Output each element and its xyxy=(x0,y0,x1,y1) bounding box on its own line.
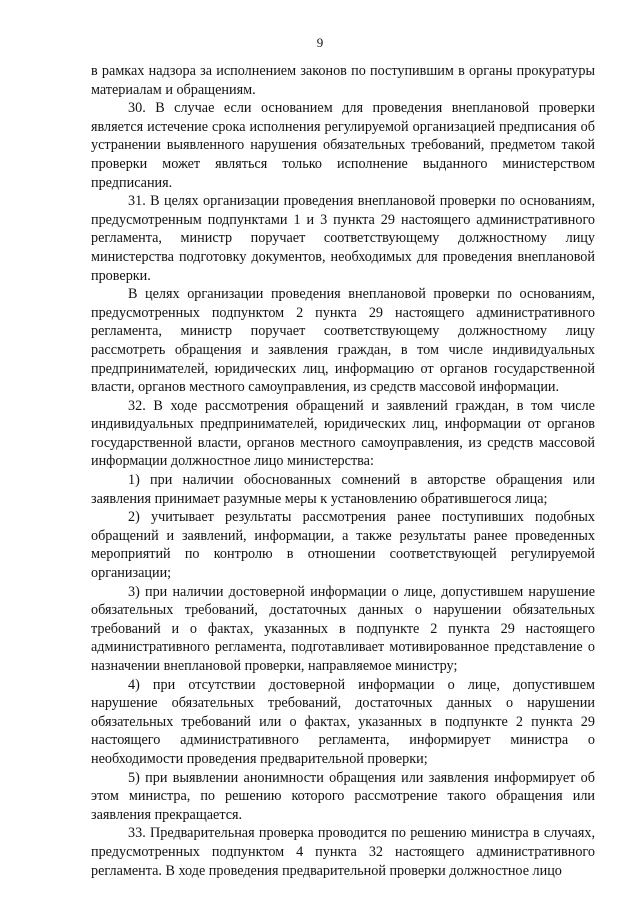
paragraph-31: 31. В целях организации проведения внеплановой проверки по основаниям, предусмотренным подпунктами 1 и 3 пункта 29 настоящего административного регламента, министр поручает соответствующему должностному лицу министерства подготовку документов, необходимых для проведения внеплановой проверки. xyxy=(91,193,595,284)
paragraph-32-item-4: 4) при отсутствии достоверной информации о лице, допустившем нарушение обязательных требований, достаточных данных о нарушении обязательных требований или о фактах, указанных в подпункте 2 пункта 29 настоящего административного регламента, информирует министра о необходимости проведения предварительной проверки; xyxy=(91,676,595,767)
paragraph-32-item-2: 2) учитывает результаты рассмотрения ранее поступивших подобных обращений и заявлений, информации, а также результаты ранее проведенных мероприятий по контролю в отношении соответствующей регулируемой организации; xyxy=(91,509,595,582)
paragraph-32-item-1: 1) при наличии обоснованных сомнений в авторстве обращения или заявления принимает разумные меры к установлению обратившегося лица; xyxy=(91,472,595,507)
document-body xyxy=(91,62,595,880)
paragraph-32-item-3: 3) при наличии достоверной информации о лице, допустившем нарушение обязательных требований, достаточных данных о нарушении обязательных требований и о фактах, указанных в подпункте 2 пункта 29 настоящего административного регламента, подготавливает мотивированное представление о назначении внеплановой проверки, направляемое министру; xyxy=(91,583,595,674)
paragraph-continuation: в рамках надзора за исполнением законов по поступившим в органы прокуратуры материалам и обращениям. xyxy=(91,63,595,98)
paragraph-32: 32. В ходе рассмотрения обращений и заявлений граждан, в том числе индивидуальных предпринимателей, юридических лиц, информации от органов государственной власти, органов местного самоуправления, из средств массовой информации должностное лицо министерства: xyxy=(91,397,595,470)
paragraph-30: 30. В случае если основанием для проведения внеплановой проверки является истечение срока исполнения регулируемой организацией предписания об устранении выявленного нарушения обязательных требований, предметом такой проверки может являться только исполнение выданного министерством предписания. xyxy=(91,100,595,191)
paragraph-31-second: В целях организации проведения внеплановой проверки по основаниям, предусмотренных подпунктом 2 пункта 29 настоящего административного регламента, министр поручает соответствующему должностному лицу рассмотреть обращения и заявления граждан, в том числе индивидуальных предпринимателей, юридических лиц, информацию от органов государственной власти, органов местного самоуправления, из средств массовой информации. xyxy=(91,286,595,396)
paragraph-32-item-5: 5) при выявлении анонимности обращения или заявления информирует об этом министра, по решению которого рассмотрение такого обращения или заявления прекращается. xyxy=(91,769,595,823)
paragraph-33: 33. Предварительная проверка проводится по решению министра в случаях, предусмотренных подпунктом 4 пункта 32 настоящего административного регламента. В ходе проведения предварительной проверки должностное лицо xyxy=(91,825,595,879)
page-number: 9 xyxy=(316,35,324,50)
